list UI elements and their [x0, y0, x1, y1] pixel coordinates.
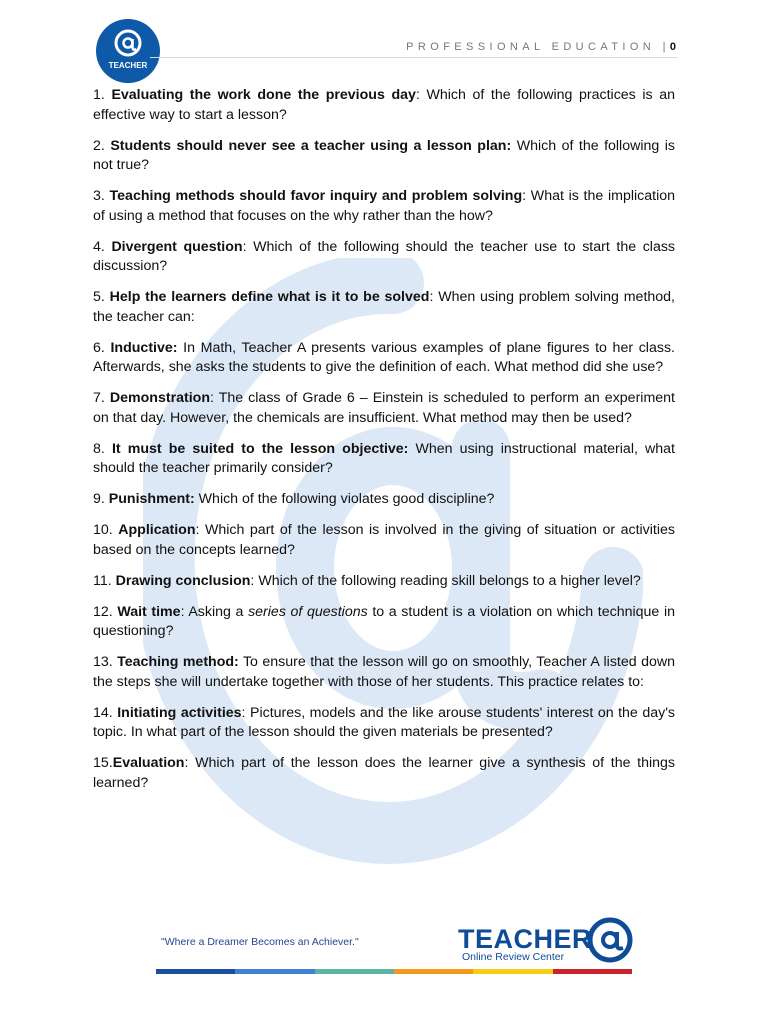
question-list: [93, 86, 675, 805]
question-separator: :: [184, 755, 196, 771]
question-text: When using instructional material, what should the teacher primarily consider?: [93, 440, 675, 476]
question-separator: :: [522, 188, 531, 204]
question-item: [93, 521, 675, 560]
question-number: 11.: [93, 572, 116, 589]
question-term: Punishment:: [108, 491, 195, 507]
section-label: PROFESSIONAL EDUCATION |: [406, 41, 670, 53]
question-term: It must be suited to the lesson objective:: [111, 440, 409, 457]
question-text: Which of the following is not true?: [93, 137, 675, 173]
question-number: 5.: [93, 289, 110, 305]
question-separator: :: [195, 522, 205, 538]
question-text: to a student is a violation on which technique in questioning?: [93, 603, 675, 639]
question-term: Help the learners define what is it to be solved: [109, 289, 430, 305]
question-term: Evaluation: [112, 755, 185, 771]
teacher-logo: [95, 18, 161, 84]
color-bar-segment: [394, 969, 473, 974]
question-separator: :: [180, 603, 189, 620]
question-number: 6.: [93, 339, 111, 356]
question-text: Asking a: [188, 603, 249, 620]
question-number: 12.: [93, 603, 118, 620]
question-text: To ensure that the lesson will go on smoothly, Teacher A listed down the steps she will undertake together with those of her students. This practice relates to:: [93, 654, 676, 690]
brand-name: TEACHER: [458, 924, 593, 954]
question-term: Drawing conclusion: [115, 572, 251, 589]
question-number: 15.: [93, 755, 113, 771]
question-text: Which of the following should the teacher use to start the class discussion?: [93, 238, 676, 274]
question-number: 13.: [93, 654, 118, 670]
question-text: What is the implication of using a method that focuses on the why rather than the how?: [93, 188, 676, 224]
question-item: [93, 288, 675, 327]
question-item: [93, 389, 675, 428]
question-item: [93, 754, 675, 793]
question-term: Wait time: [117, 603, 181, 620]
question-item: [93, 572, 675, 592]
question-term: Evaluating the work done the previous day: [111, 87, 416, 103]
question-term: Teaching method:: [117, 654, 239, 670]
question-item: [93, 86, 675, 125]
question-item: [93, 137, 675, 176]
question-separator: [408, 441, 415, 457]
question-item: [93, 704, 675, 743]
question-item: [93, 187, 675, 226]
tagline: "Where a Dreamer Becomes an Achiever.": [161, 936, 359, 948]
question-number: 14.: [93, 704, 118, 721]
question-item: [93, 653, 675, 692]
question-term: Students should never see a teacher using a lesson plan:: [110, 137, 512, 154]
page-number: 0: [669, 41, 676, 53]
question-text: Which of the following practices is an effective way to start a lesson?: [93, 87, 675, 123]
question-number: 8.: [93, 440, 112, 457]
question-text: In Math, Teacher A presents various examples of plane figures to her class. Afterwards, she asks the students to give the definition of each. What method did she use?: [93, 339, 675, 375]
question-number: 3.: [93, 188, 110, 204]
question-term: Demonstration: [109, 390, 210, 406]
question-term: Divergent question: [111, 238, 243, 255]
question-separator: :: [250, 572, 259, 589]
question-text: Which part of the lesson is involved in the giving of situation or activities based on the concepts learned?: [93, 522, 675, 558]
color-bar-segment: [315, 969, 394, 974]
brand-subtitle: Online Review Center: [462, 951, 565, 963]
question-item: [93, 490, 675, 510]
footer-color-bar: [156, 969, 632, 974]
question-number: 1.: [93, 87, 112, 103]
question-separator: :: [415, 87, 427, 103]
question-item: [93, 603, 675, 642]
question-number: 2.: [93, 137, 111, 154]
color-bar-segment: [235, 969, 314, 974]
question-text: Pictures, models and the like arouse students' interest on the day's topic. In what part of the lesson should the given materials be presented?: [93, 704, 675, 740]
section-header: [406, 41, 676, 53]
color-bar-segment: [156, 969, 235, 974]
question-term: Inductive:: [110, 339, 178, 356]
question-separator: :: [209, 390, 219, 406]
question-text: The class of Grade 6 – Einstein is scheduled to perform an experiment on that day. However, the chemicals are insufficient. What method may then be used?: [93, 390, 675, 426]
at-sign-icon: [587, 917, 633, 963]
question-term: Application: [118, 522, 196, 538]
question-text: Which of the following violates good discipline?: [198, 491, 495, 507]
question-text: When using problem solving method, the teacher can:: [93, 289, 675, 325]
question-number: 4.: [93, 238, 112, 255]
header-divider: [150, 57, 678, 58]
question-term: Teaching methods should favor inquiry and problem solving: [109, 188, 523, 204]
question-text: Which part of the lesson does the learner give a synthesis of the things learned?: [93, 755, 675, 791]
question-number: 9.: [93, 491, 109, 507]
question-text: Which of the following reading skill belongs to a higher level?: [258, 572, 641, 589]
question-item: [93, 238, 675, 277]
color-bar-segment: [473, 969, 552, 974]
question-number: 7.: [93, 390, 110, 406]
question-item: [93, 440, 675, 479]
question-separator: :: [241, 704, 250, 721]
svg-text:TEACHER: TEACHER: [108, 61, 148, 70]
question-separator: :: [429, 289, 439, 305]
question-emphasis: series of questions: [248, 603, 368, 620]
question-term: Initiating activities: [117, 704, 242, 721]
question-number: 10.: [93, 522, 119, 538]
question-item: [93, 339, 675, 378]
question-separator: :: [242, 238, 254, 255]
color-bar-segment: [553, 969, 632, 974]
